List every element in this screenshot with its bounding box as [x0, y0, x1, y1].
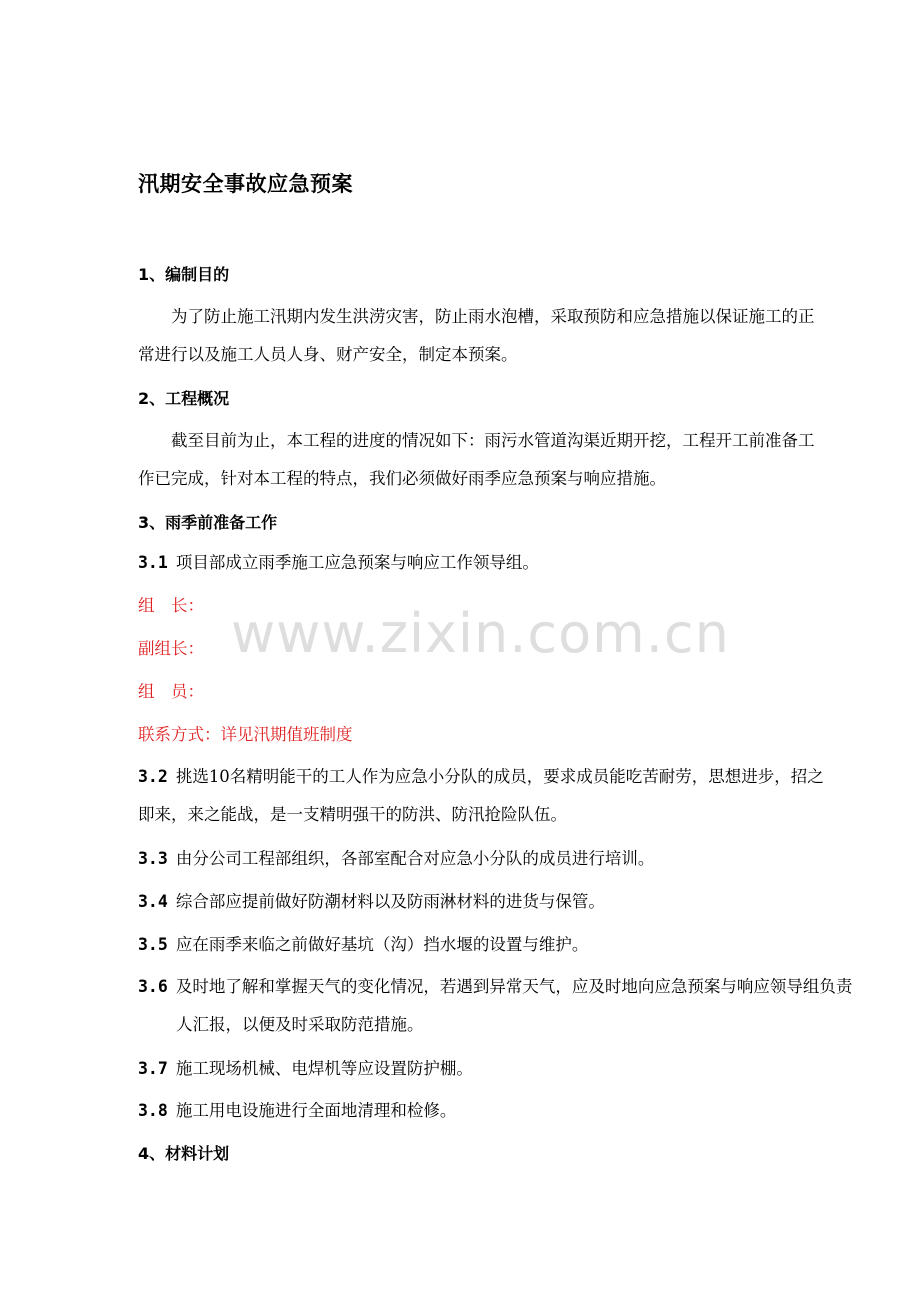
- item-text: 施工用电设施进行全面地清理和检修。: [175, 1101, 457, 1120]
- item-text: 由分公司工程部组织，各部室配合对应急小分队的成员进行培训。: [175, 849, 655, 868]
- item-number: 3.3: [138, 849, 168, 868]
- list-item-3-7: [138, 1050, 828, 1088]
- section-3-heading: 3、雨季前准备工作: [138, 513, 278, 532]
- list-item-3-2: [138, 758, 828, 834]
- list-item-3-1: [138, 544, 828, 582]
- item-number: 3.5: [138, 935, 168, 954]
- item-text: 综合部应提前做好防潮材料以及防雨淋材料的进货与保管。: [175, 892, 605, 911]
- item-number: 3.6: [138, 977, 168, 996]
- item-text: 及时地了解和掌握天气的变化情况，若遇到异常天气，应及时地向应急预案与响应领导组负责人汇报，以便及时采取防范措施。: [175, 977, 853, 1034]
- item-text: 应在雨季来临之前做好基坑（沟）挡水堰的设置与维护。: [175, 935, 589, 954]
- list-item-3-8: [138, 1092, 828, 1130]
- item-text: 项目部成立雨季施工应急预案与响应工作领导组。: [175, 553, 539, 572]
- list-item-3-3: [138, 840, 828, 878]
- role-member: 组 员：: [138, 682, 204, 701]
- list-item-3-6: [138, 968, 866, 1044]
- section-1-heading: 1、编制目的: [138, 265, 230, 284]
- list-item-3-4: [138, 883, 828, 921]
- section-2-heading: 2、工程概况: [138, 389, 230, 408]
- item-text: 挑选10名精明能干的工人作为应急小分队的成员，要求成员能吃苦耐劳，思想进步，招之即来，来之能战，是一支精明强干的防洪、防汛抢险队伍。: [138, 767, 824, 824]
- section-1-text: 为了防止施工汛期内发生洪涝灾害，防止雨水泡槽，采取预防和应急措施以保证施工的正常进行以及施工人员人身、财产安全，制定本预案。: [138, 307, 815, 364]
- role-contact: 联系方式：详见汛期值班制度: [138, 725, 353, 744]
- item-text: 施工现场机械、电焊机等应设置防护棚。: [175, 1059, 473, 1078]
- item-number: 3.4: [138, 892, 168, 911]
- section-2-text: 截至目前为止，本工程的进度的情况如下：雨污水管道沟渠近期开挖，工程开工前准备工作已完成，针对本工程的特点，我们必须做好雨季应急预案与响应措施。: [138, 431, 815, 488]
- item-number: 3.8: [138, 1101, 168, 1120]
- role-leader: 组 长：: [138, 596, 204, 615]
- list-item-3-5: [138, 926, 828, 964]
- section-4-heading: 4、材料计划: [138, 1144, 230, 1163]
- watermark: www.zixin.com.cn: [231, 602, 730, 665]
- item-number: 3.7: [138, 1059, 168, 1078]
- item-number: 3.1: [138, 553, 168, 572]
- role-deputy: 副组长：: [138, 639, 204, 658]
- item-number: 3.2: [138, 767, 168, 786]
- document-title: 汛期安全事故应急预案: [138, 172, 353, 196]
